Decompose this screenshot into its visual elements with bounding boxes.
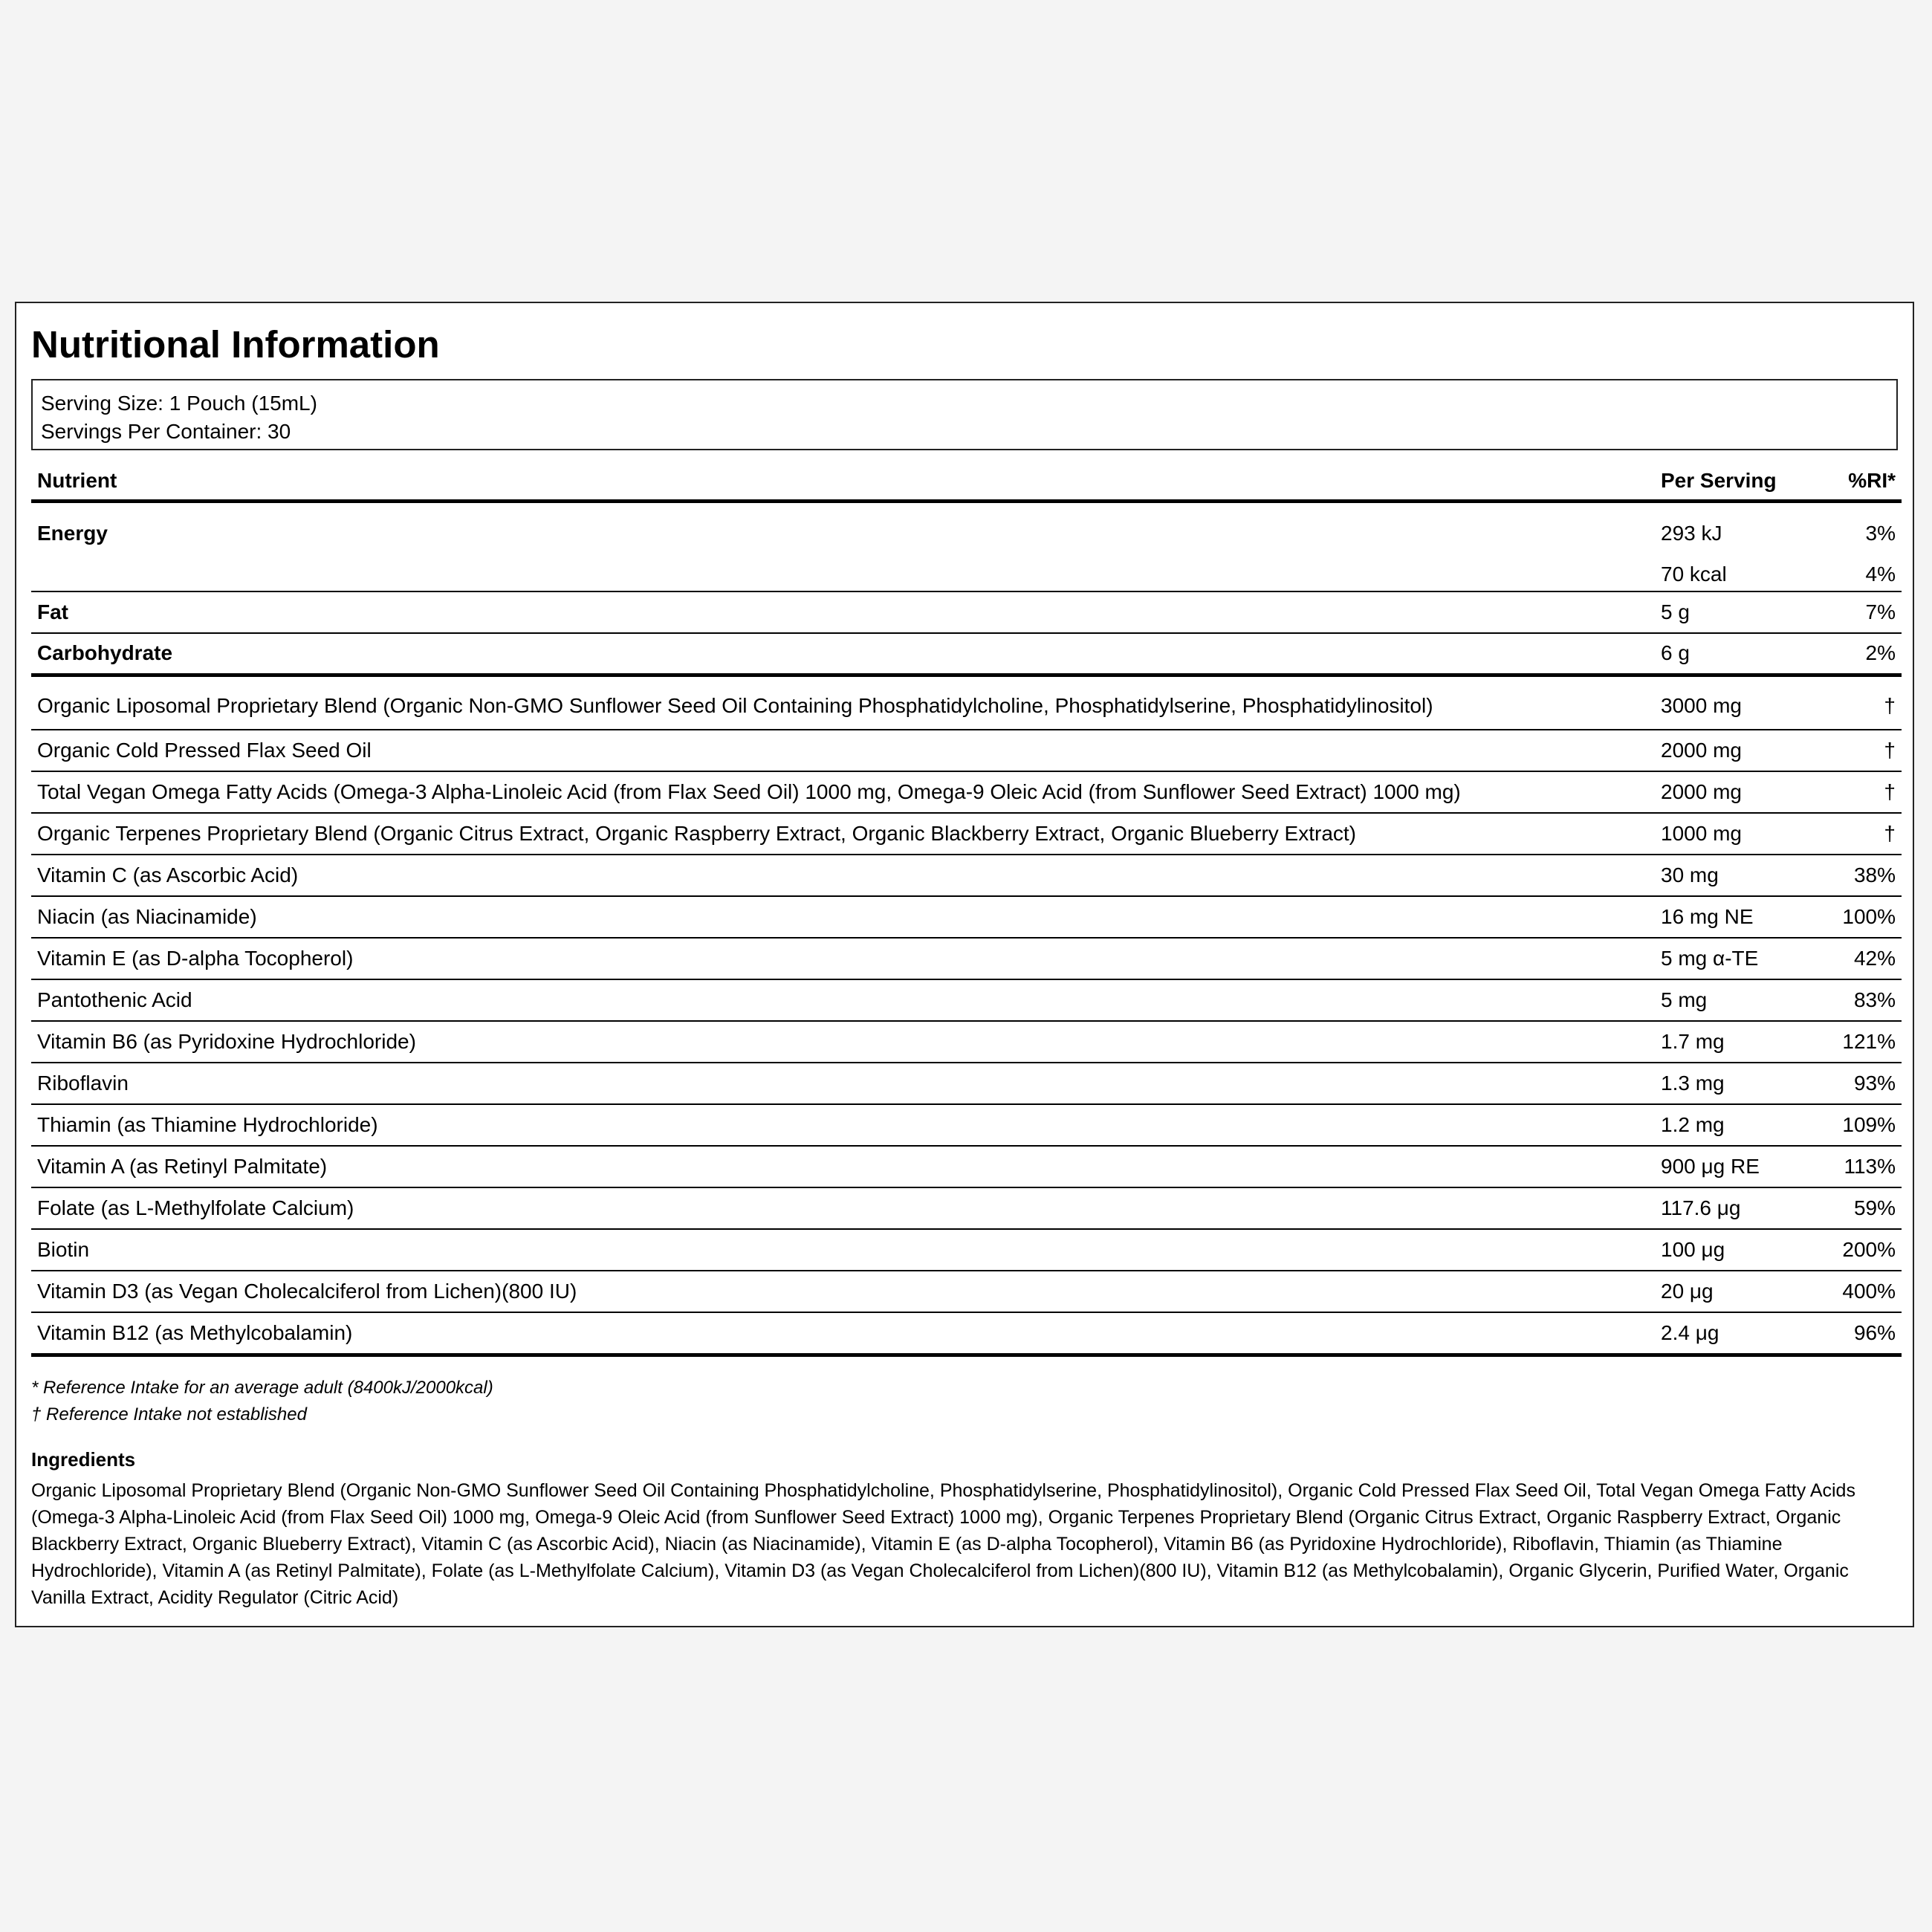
nutrient-row [31,1187,1902,1229]
nutrient-row [31,813,1902,855]
nutrient-amount: 900 μg RE [1661,1154,1760,1178]
nutrient-ri: 93% [1853,1071,1896,1095]
table-header-row [31,462,1902,502]
nutrient-name: Total Vegan Omega Fatty Acids (Omega-3 Alpha-Linoleic Acid (from Flax Seed Oil) 1000 mg, Omega-9 Oleic Acid (from Sunflower Seed Extract) 1000 mg) [37,779,1461,803]
nutrient-row [31,730,1902,771]
nutrient-amount: 1.3 mg [1661,1071,1725,1095]
energy-kcal-row [31,558,1902,591]
nutrition-label [15,302,1914,1627]
ingredients-text: Organic Liposomal Proprietary Blend (Organic Non-GMO Sunflower Seed Oil Containing Phosphatidylcholine, Phosphatidylserine, Phosphatidylinositol), Organic Cold Pressed Flax Seed Oil, Total Vegan Omega Fatty Acids (Omega-3 Alpha-Linoleic Acid (from Flax Seed Oil) 1000 mg, Omega-9 Oleic Acid (from Sunflower Seed Extract) 1000 mg), Organic Terpenes Proprietary Blend (Organic Citrus Extract, Organic Raspberry Extract, Organic Blackberry Extract, Organic Blueberry Extract), Vitamin C (as Ascorbic Acid), Niacin (as Niacinamide), Vitamin E (as D-alpha Tocopherol), Vitamin B6 (as Pyridoxine Hydrochloride), Riboflavin, Thiamin (as Thiamine Hydrochloride), Vitamin A (as Retinyl Palmitate), Folate (as L-Methylfolate Calcium), Vitamin D3 (as Vegan Cholecalciferol from Lichen)(800 IU), Vitamin B12 (as Methylcobalamin), Organic Glycerin, Purified Water, Organic Vanilla Extract, Acidity Regulator (Citric Acid) [31,1479,1855,1608]
nutrient-ri: 96% [1853,1320,1896,1344]
nutrient-ri: † [1884,738,1896,762]
nutrient-amount: 5 mg α-TE [1661,946,1759,970]
serving-info-box [31,379,1898,450]
carbohydrate-row [31,633,1902,675]
nutrient-row [31,1229,1902,1271]
nutrient-ri: 200% [1842,1237,1896,1261]
label-title: Nutritional Information [31,323,440,366]
fat-amount: 5 g [1661,600,1690,623]
ingredients-heading: Ingredients [31,1448,136,1471]
nutrient-ri: 109% [1842,1112,1896,1136]
servings-per-container: Servings Per Container: 30 [41,420,291,443]
header-per-serving: Per Serving [1661,469,1777,492]
carbohydrate-label: Carbohydrate [37,641,173,665]
nutrient-name: Vitamin C (as Ascorbic Acid) [37,863,299,886]
nutrient-name: Organic Liposomal Proprietary Blend (Organic Non-GMO Sunflower Seed Oil Containing Phosphatidylcholine, Phosphatidylserine, Phosphatidylinositol) [37,693,1433,717]
nutrient-name: Vitamin D3 (as Vegan Cholecalciferol from Lichen)(800 IU) [37,1279,577,1303]
fat-row [31,591,1902,633]
nutrient-name: Organic Terpenes Proprietary Blend (Organic Citrus Extract, Organic Raspberry Extract, Organic Blackberry Extract, Organic Blueberry Extract) [37,821,1357,845]
nutrient-ri: 113% [1844,1154,1896,1178]
nutrient-name: Niacin (as Niacinamide) [37,904,257,928]
nutrient-row [31,1021,1902,1063]
footnote-not-established: † Reference Intake not established [31,1404,307,1424]
nutrient-ri: 42% [1853,946,1896,970]
nutrient-ri: 59% [1853,1196,1896,1219]
nutrient-name: Folate (as L-Methylfolate Calcium) [37,1196,354,1219]
nutrient-amount: 117.6 μg [1661,1196,1741,1219]
nutrient-name: Biotin [37,1237,90,1261]
nutrient-amount: 2000 mg [1661,738,1742,762]
fat-label: Fat [37,600,68,623]
energy-kcal-ri: 4% [1865,563,1896,586]
carbohydrate-amount: 6 g [1661,641,1690,665]
nutrient-name: Vitamin B12 (as Methylcobalamin) [37,1320,353,1344]
nutrient-amount: 16 mg NE [1661,904,1754,928]
nutrient-ri: 121% [1842,1029,1896,1053]
nutrient-row [31,938,1902,979]
nutrient-table [31,462,1902,1357]
nutrient-row [31,1063,1902,1104]
nutrient-row [31,1312,1902,1355]
nutrient-amount: 1.7 mg [1661,1029,1725,1053]
nutrient-amount: 2000 mg [1661,779,1742,803]
nutrient-name: Vitamin A (as Retinyl Palmitate) [37,1154,328,1178]
nutrient-ri: 83% [1853,988,1896,1011]
energy-kcal: 70 kcal [1661,563,1727,586]
nutrient-row [31,1271,1902,1312]
energy-kj-ri: 3% [1865,522,1896,545]
nutrient-amount: 2.4 μg [1661,1320,1719,1344]
nutrient-amount: 1000 mg [1661,821,1742,845]
nutrient-ri: 400% [1842,1279,1896,1303]
energy-kj: 293 kJ [1661,522,1722,545]
nutrient-amount: 1.2 mg [1661,1112,1725,1136]
nutrient-name: Vitamin E (as D-alpha Tocopherol) [37,946,354,970]
nutrient-ri: † [1884,693,1896,717]
header-ri: %RI* [1848,469,1896,492]
nutrient-row [31,771,1902,813]
nutrient-amount: 5 mg [1661,988,1708,1011]
footnotes [31,1375,1898,1428]
energy-kcal-spacer [31,558,1655,591]
nutrient-name: Thiamin (as Thiamine Hydrochloride) [37,1112,378,1136]
nutrient-row [31,896,1902,938]
nutrient-row [31,675,1902,730]
nutrient-name: Vitamin B6 (as Pyridoxine Hydrochloride) [37,1029,416,1053]
carbohydrate-ri: 2% [1865,641,1896,665]
serving-size: Serving Size: 1 Pouch (15mL) [41,392,317,415]
header-nutrient: Nutrient [37,469,117,492]
nutrient-amount: 3000 mg [1661,693,1742,717]
nutrient-row [31,979,1902,1021]
nutrient-ri: 38% [1853,863,1896,886]
nutrient-row [31,1104,1902,1146]
nutrient-row [31,1146,1902,1187]
nutrient-ri: 100% [1842,904,1896,928]
nutrient-name: Organic Cold Pressed Flax Seed Oil [37,738,372,762]
nutrient-row [31,855,1902,896]
fat-ri: 7% [1865,600,1896,623]
nutrient-name: Riboflavin [37,1071,129,1095]
nutrient-ri: † [1884,779,1896,803]
footnote-reference-intake: * Reference Intake for an average adult (8400kJ/2000kcal) [31,1377,493,1398]
nutrient-amount: 100 μg [1661,1237,1725,1261]
nutrient-ri: † [1884,821,1896,845]
nutrient-amount: 30 mg [1661,863,1719,886]
nutrient-amount: 20 μg [1661,1279,1714,1303]
energy-row [31,502,1902,559]
nutrient-name: Pantothenic Acid [37,988,192,1011]
energy-label: Energy [37,522,108,545]
